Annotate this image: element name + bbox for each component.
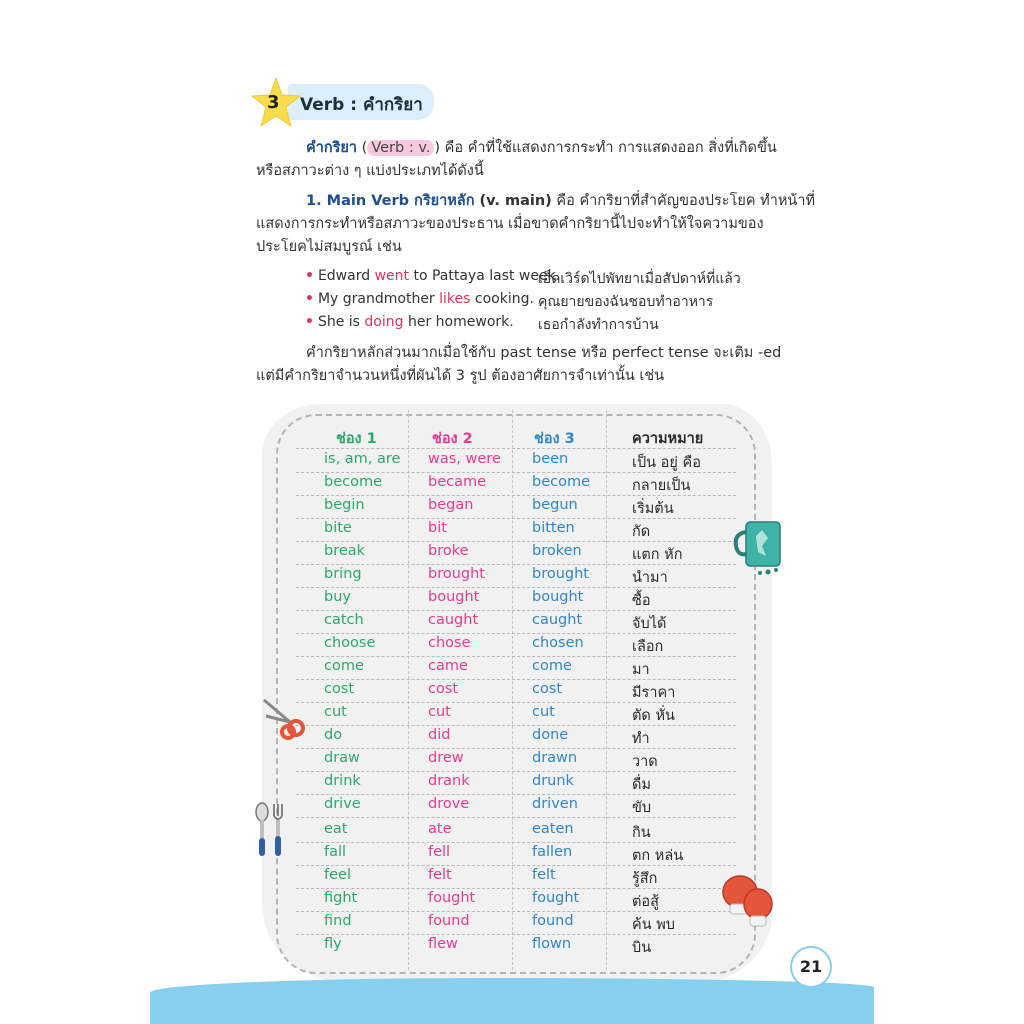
main-verb-abbr: (v. main) <box>474 193 552 209</box>
table-row <box>296 472 736 496</box>
cell-meaning: ดื่ม <box>632 777 651 793</box>
cell-meaning: นำมา <box>632 570 668 586</box>
cell-meaning: วาด <box>632 754 658 770</box>
cell-v2: fell <box>428 844 451 860</box>
main-verb-label: 1. Main Verb กริยาหลัก <box>306 193 475 209</box>
cell-v1: is, am, are <box>324 451 401 467</box>
cell-v3: fought <box>532 890 580 906</box>
cell-v2: broke <box>428 543 469 559</box>
table-row <box>296 656 736 680</box>
header-col-3: ช่อง 3 <box>534 431 575 447</box>
main-verb-rest: คือ คำกริยาที่สำคัญของประโยค ทำหน้าที่ <box>551 193 816 209</box>
cell-v1: fall <box>324 844 347 860</box>
cell-v3: felt <box>532 867 556 883</box>
cell-v1: buy <box>324 589 351 605</box>
example-3: • She is doing her homework. เธอกำลังทำการบ้าน <box>305 314 514 330</box>
cell-meaning: มีราคา <box>632 685 676 701</box>
table-row <box>296 842 736 866</box>
paren-open: ( <box>357 140 368 156</box>
cell-v2: did <box>428 727 451 743</box>
cell-v2: found <box>428 913 470 929</box>
cell-v2: began <box>428 497 474 513</box>
cell-v1: bite <box>324 520 352 536</box>
cell-v1: fly <box>324 936 342 952</box>
cell-meaning: ขับ <box>632 800 652 816</box>
header-col-1: ช่อง 1 <box>336 431 377 447</box>
cell-v1: come <box>324 658 364 674</box>
table-row <box>296 771 736 795</box>
cell-v3: been <box>532 451 569 467</box>
cell-v1: bring <box>324 566 362 582</box>
table-row <box>296 911 736 935</box>
header-col-2: ช่อง 2 <box>432 431 473 447</box>
cell-v3: cut <box>532 704 555 720</box>
cell-meaning: ตัด หั่น <box>632 708 675 724</box>
bottom-wave-band <box>150 978 874 1024</box>
example-text: to Pattaya last week. <box>409 268 561 284</box>
cell-v3: caught <box>532 612 583 628</box>
cell-meaning: เริ่มต้น <box>632 501 674 517</box>
example-verb: doing <box>364 314 404 330</box>
example-verb: likes <box>439 291 471 307</box>
cell-v3: flown <box>532 936 572 952</box>
cell-v2: drew <box>428 750 464 766</box>
table-row <box>296 610 736 634</box>
cell-v3: drawn <box>532 750 578 766</box>
example-text: Edward <box>317 268 375 284</box>
table-header <box>296 425 736 449</box>
cell-v2: drank <box>428 773 470 789</box>
cell-meaning: ซื้อ <box>632 593 651 609</box>
cell-meaning: ต่อสู้ <box>632 894 659 910</box>
section-heading <box>250 76 450 130</box>
table-row <box>296 495 736 519</box>
cell-meaning: ทำ <box>632 731 650 747</box>
table-row <box>296 819 736 843</box>
cell-v1: find <box>324 913 352 929</box>
table-row <box>296 587 736 611</box>
cell-v1: fight <box>324 890 358 906</box>
cell-v2: chose <box>428 635 471 651</box>
example-thai: เธอกำลังทำการบ้าน <box>538 317 659 333</box>
header-meaning: ความหมาย <box>632 431 704 447</box>
verb-highlight: Verb : v. <box>367 140 434 156</box>
table-row <box>296 679 736 703</box>
intro-line-1 <box>306 136 777 160</box>
cell-v1: begin <box>324 497 365 513</box>
fork-spoon-icon <box>250 800 294 860</box>
cell-v1: drive <box>324 796 361 812</box>
cell-v3: bitten <box>532 520 575 536</box>
cell-meaning: เลือก <box>632 639 664 655</box>
example-text: My grandmother <box>317 291 440 307</box>
cell-v1: become <box>324 474 383 490</box>
cell-meaning: ตก หล่น <box>632 848 684 864</box>
cell-v3: begun <box>532 497 578 513</box>
table-row <box>296 633 736 657</box>
cell-v3: brought <box>532 566 589 582</box>
cell-meaning: บิน <box>632 940 652 956</box>
cell-v2: cut <box>428 704 451 720</box>
example-text: cooking. <box>470 291 534 307</box>
table-row <box>296 541 736 565</box>
cell-v1: cut <box>324 704 347 720</box>
table-row <box>296 748 736 772</box>
table-row <box>296 794 736 818</box>
cell-v1: do <box>324 727 343 743</box>
cell-v2: was, were <box>428 451 501 467</box>
cell-v3: driven <box>532 796 578 812</box>
cell-v2: bought <box>428 589 480 605</box>
cell-v3: done <box>532 727 569 743</box>
cell-v2: caught <box>428 612 479 628</box>
scissors-icon <box>258 694 308 742</box>
example-thai: เอ็ดเวิร์ดไปพัทยาเมื่อสัปดาห์ที่แล้ว <box>538 271 741 287</box>
cell-v1: eat <box>324 821 348 837</box>
cell-v2: brought <box>428 566 485 582</box>
cell-v1: drink <box>324 773 361 789</box>
cell-meaning: ค้น พบ <box>632 917 675 933</box>
main-verb-line-2: แสดงการกระทำหรือสภาวะของประธาน เมื่อขาดคำกริยานี้ไปจะทำให้ใจความของ <box>256 216 764 232</box>
example-2: • My grandmother likes cooking. คุณยายของฉันชอบทำอาหาร <box>305 291 534 307</box>
cell-v3: broken <box>532 543 582 559</box>
cell-v2: became <box>428 474 487 490</box>
cell-v3: found <box>532 913 574 929</box>
main-verb-line-1 <box>306 189 815 213</box>
table-row <box>296 518 736 542</box>
note-line-2: แต่มีคำกริยาจำนวนหนึ่งที่ผันได้ 3 รูป ต้องอาศัยการจำเท่านั้น เช่น <box>256 368 665 384</box>
main-verb-line-3: ประโยคไม่สมบูรณ์ เช่น <box>256 239 402 255</box>
cell-meaning: กัด <box>632 524 651 540</box>
cell-meaning: มา <box>632 662 650 678</box>
example-text: She is <box>317 314 365 330</box>
cell-meaning: แตก หัก <box>632 547 683 563</box>
paren-close: ) <box>434 140 441 156</box>
cell-v3: eaten <box>532 821 574 837</box>
intro-rest: คือ คำที่ใช้แสดงการกระทำ การแสดงออก สิ่งที่เกิดขึ้น <box>440 140 777 156</box>
cell-v1: draw <box>324 750 360 766</box>
example-thai: คุณยายของฉันชอบทำอาหาร <box>538 294 714 310</box>
cell-v2: drove <box>428 796 470 812</box>
note-line-1: คำกริยาหลักส่วนมากเมื่อใช้กับ past tense หรือ perfect tense จะเติม -ed <box>306 345 782 361</box>
cell-v3: come <box>532 658 572 674</box>
cell-v3: fallen <box>532 844 573 860</box>
section-number: 3 <box>267 92 280 113</box>
cell-v2: ate <box>428 821 452 837</box>
cell-v3: become <box>532 474 591 490</box>
cell-v3: drunk <box>532 773 574 789</box>
table-row <box>296 934 736 957</box>
cell-meaning: จับได้ <box>632 616 667 632</box>
table-row <box>296 449 736 473</box>
intro-term: คำกริยา <box>306 140 358 156</box>
cell-v2: fought <box>428 890 476 906</box>
cell-meaning: เป็น อยู่ คือ <box>632 455 701 471</box>
example-verb: went <box>374 268 409 284</box>
example-1: • Edward went to Pattaya last week. เอ็ดเวิร์ดไปพัทยาเมื่อสัปดาห์ที่แล้ว <box>305 268 560 284</box>
cell-v2: came <box>428 658 468 674</box>
cell-v1: catch <box>324 612 364 628</box>
example-text: her homework. <box>403 314 514 330</box>
table-row <box>296 888 736 912</box>
cell-v2: bit <box>428 520 447 536</box>
cell-meaning: กลายเป็น <box>632 478 691 494</box>
cell-v3: chosen <box>532 635 584 651</box>
section-title: Verb : คำกริยา <box>300 95 423 115</box>
table-row <box>296 725 736 749</box>
cell-v1: feel <box>324 867 351 883</box>
cell-v2: felt <box>428 867 452 883</box>
cell-v1: choose <box>324 635 376 651</box>
table-row <box>296 564 736 588</box>
cell-v1: break <box>324 543 366 559</box>
page-number: 21 <box>790 946 832 988</box>
cell-meaning: รู้สึก <box>632 871 658 887</box>
cell-v2: cost <box>428 681 459 697</box>
cell-meaning: กิน <box>632 825 651 841</box>
intro-line-2: หรือสภาวะต่าง ๆ แบ่งประเภทได้ดังนี้ <box>256 163 484 179</box>
cell-v3: cost <box>532 681 563 697</box>
table-row <box>296 865 736 889</box>
boxing-gloves-icon <box>716 870 776 932</box>
mug-icon <box>732 516 792 578</box>
cell-v3: bought <box>532 589 584 605</box>
cell-v1: cost <box>324 681 355 697</box>
cell-v2: flew <box>428 936 458 952</box>
table-row <box>296 702 736 726</box>
